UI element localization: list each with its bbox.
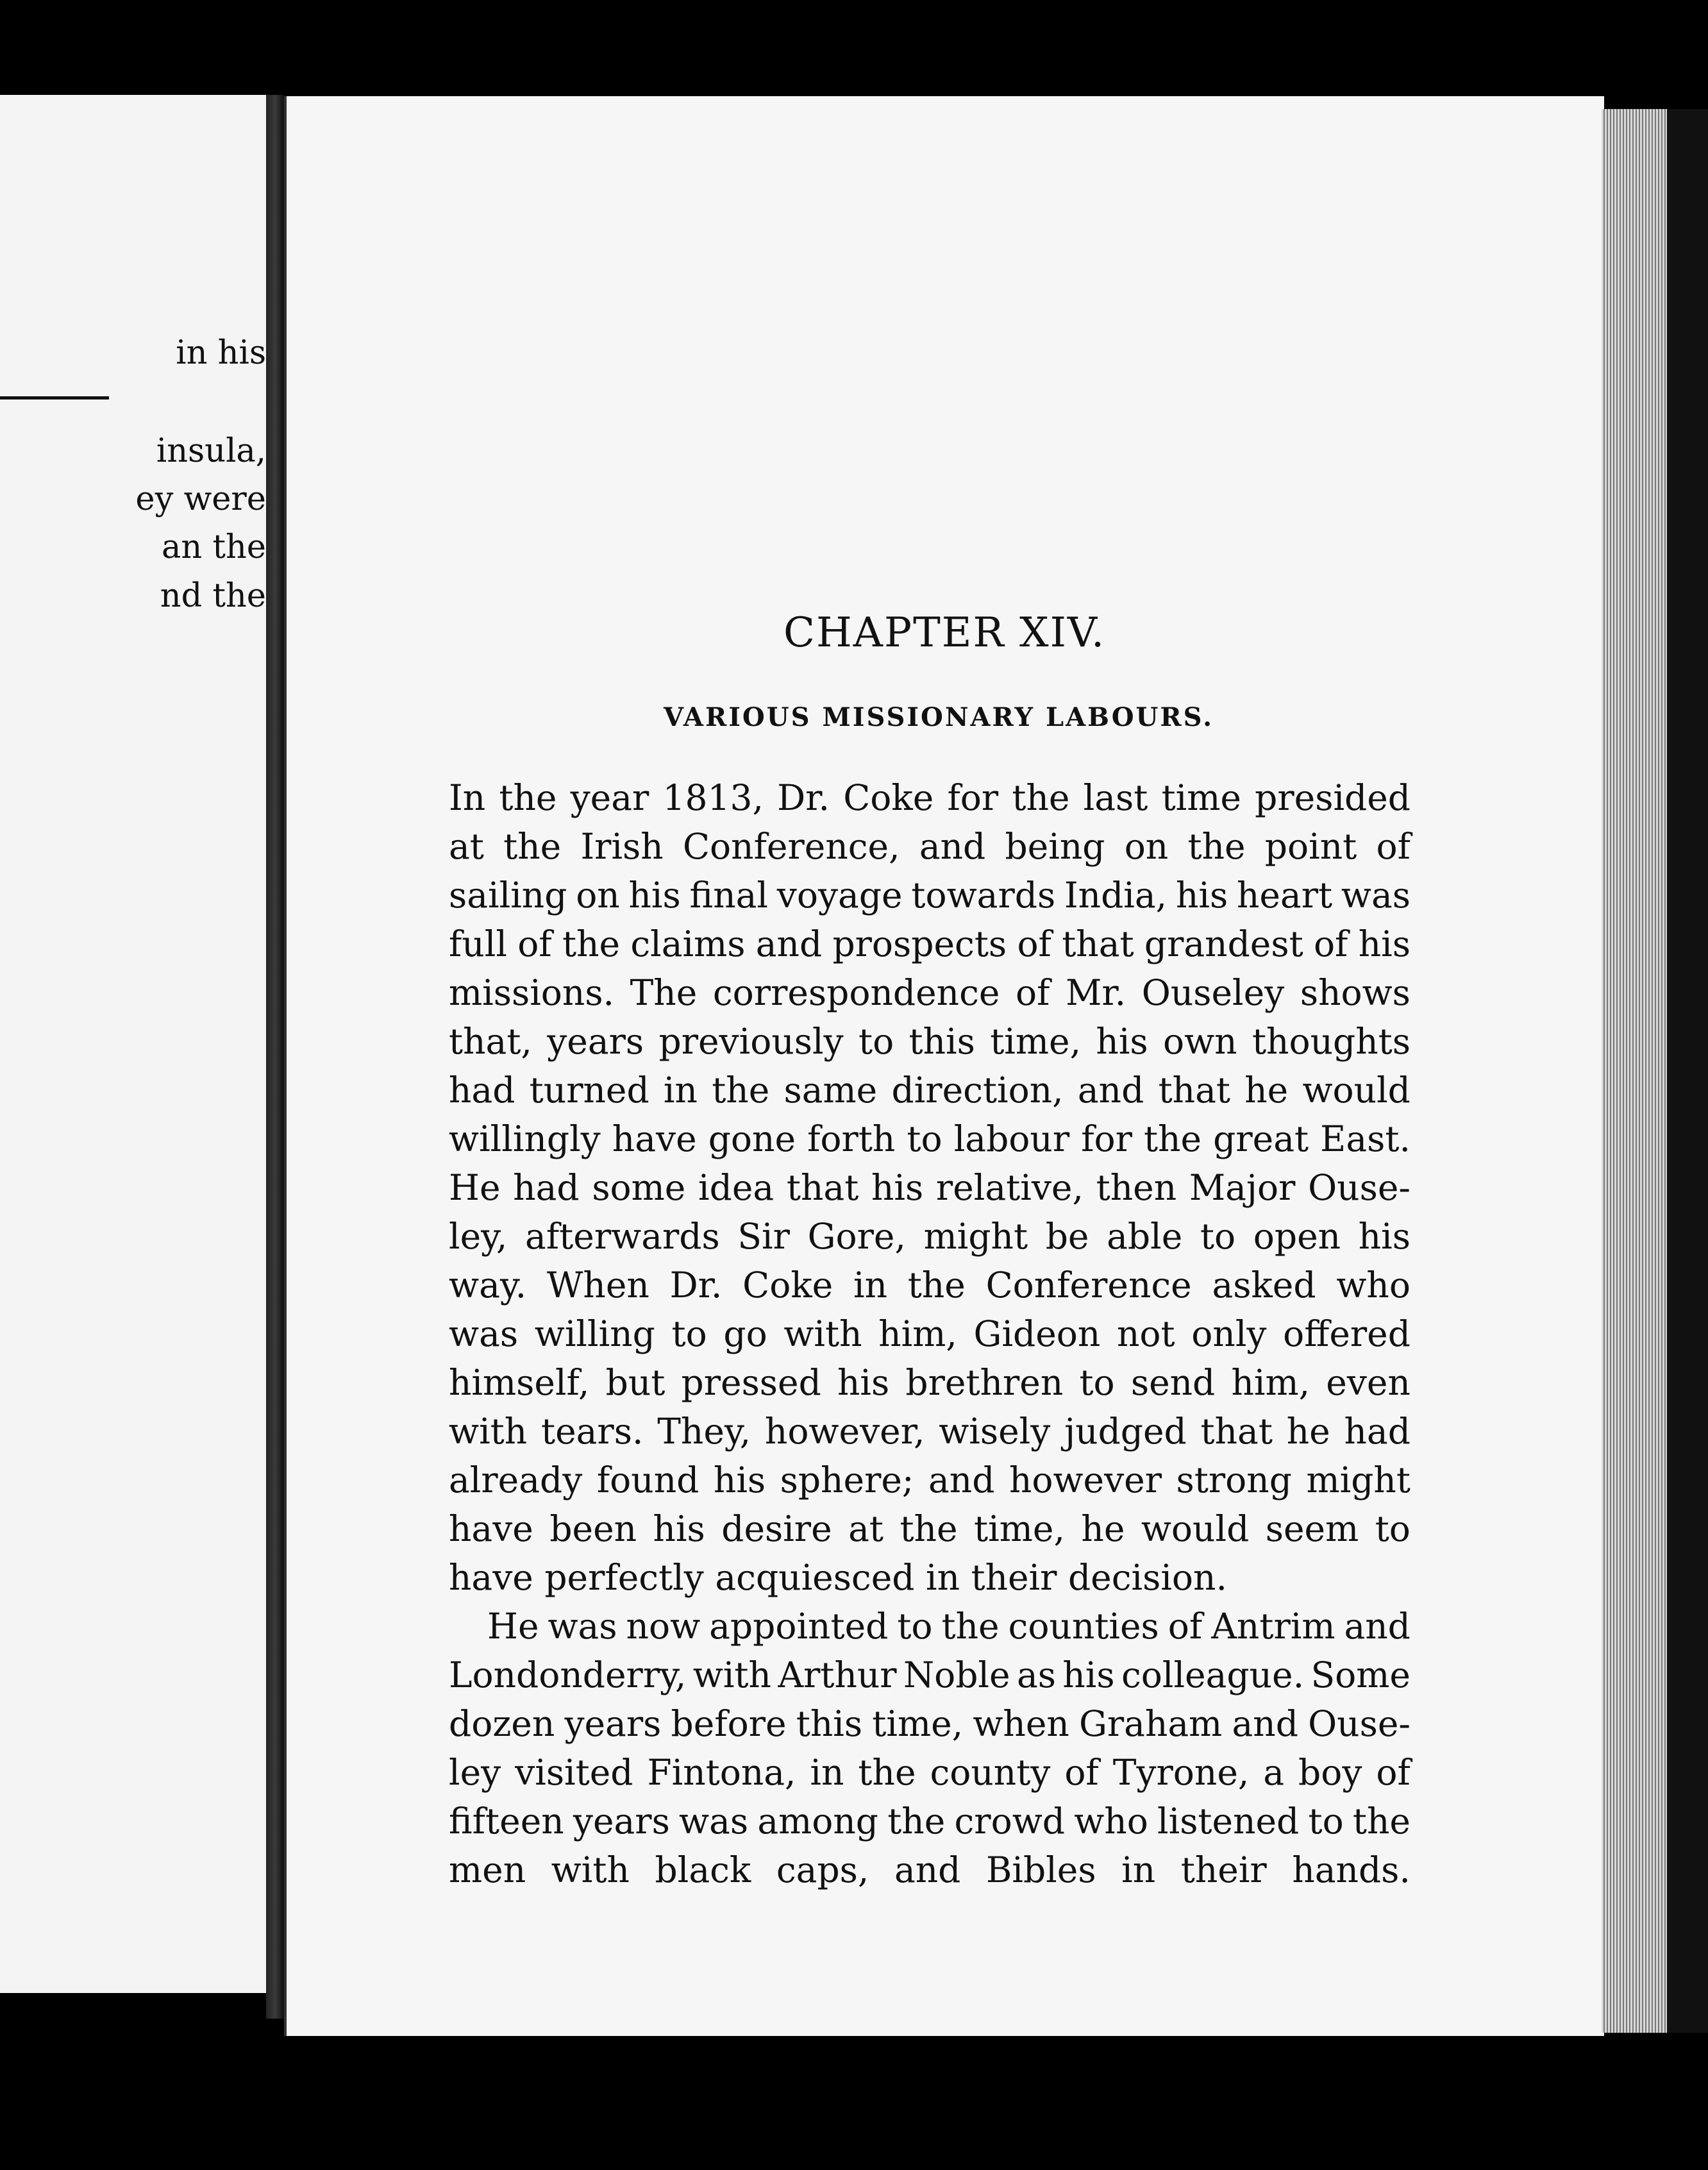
word: heart [1236,875,1333,916]
word: Conference [985,1265,1192,1306]
word: at [449,826,484,867]
word: of [1017,923,1051,964]
word: Antrim [1211,1606,1335,1647]
word: sailing [449,875,567,916]
word: crowd [954,1801,1065,1842]
page-edge-shadow [1667,109,1708,2033]
word: same [783,1070,878,1111]
word: open [1253,1216,1341,1257]
text-line [449,1501,1411,1549]
word: have [612,1118,697,1159]
word: hands. [1292,1849,1411,1890]
word: would [1302,1070,1411,1111]
word: Dr. [777,777,830,818]
word: judged [1064,1411,1187,1452]
word: seem [1265,1508,1359,1549]
word: 1813, [662,777,764,818]
word: idea [698,1167,774,1208]
word: full [449,923,507,964]
word: Mr. [1066,972,1126,1013]
word: strong [1176,1459,1292,1501]
word: the [858,1752,916,1793]
left-page-line: an the [162,528,266,566]
word: his [628,875,681,916]
word: Noble [903,1654,1010,1695]
paragraph-2 [449,1598,1411,1890]
word: the [1012,777,1070,818]
word: to [1375,1508,1411,1549]
word: with [449,1411,528,1452]
word: to [671,1313,707,1354]
word: labour [953,1118,1070,1159]
word: Londonderry, [449,1654,687,1695]
word: among [757,1801,878,1842]
word: go [723,1313,767,1354]
text-line [449,1111,1411,1159]
word: Gideon [973,1313,1101,1354]
word: for [1081,1118,1132,1159]
word: of [1016,972,1050,1013]
word: wisely [939,1411,1051,1452]
text-line [449,1062,1411,1111]
word: and [919,826,986,867]
word: at [848,1508,884,1549]
word: in [1121,1849,1156,1890]
word: the [887,1801,946,1842]
word: of [517,923,552,964]
word: in [663,1070,698,1111]
word: East. [1320,1118,1411,1159]
word: only [1191,1313,1267,1354]
word: Coke [742,1265,833,1306]
left-page-line: ey were [135,480,266,518]
word: Conference, [682,826,900,867]
word: grandest [1144,923,1303,964]
text-line [449,1695,1411,1744]
word: decision. [1068,1557,1227,1598]
word: being [1005,826,1105,867]
word: already [449,1459,583,1501]
word: his [1175,875,1228,916]
word: as [1016,1654,1056,1695]
word: on [576,875,620,916]
word: be [1045,1216,1089,1257]
word: but [605,1362,666,1403]
word: turned [529,1070,649,1111]
word: had [449,1070,515,1111]
left-page-rule [0,396,109,400]
word: that [1062,923,1134,964]
word: that [1158,1070,1230,1111]
word: visited [515,1752,633,1793]
text-line [449,1403,1411,1452]
word: In [449,777,486,818]
word: of [1064,1752,1099,1793]
text-line [449,1257,1411,1306]
word: of [1168,1606,1203,1647]
word: this [796,1703,863,1744]
word: Tyrone, [1112,1752,1250,1793]
word: of [1313,923,1348,964]
word: forth [807,1118,896,1159]
word: listened [1157,1801,1300,1842]
word: appointed [709,1606,889,1647]
word: his [1096,1021,1148,1062]
word: he [1081,1508,1125,1549]
word: might [923,1216,1028,1257]
word: the [1187,826,1246,867]
word: in [853,1265,887,1306]
word: that [1200,1411,1273,1452]
word: ley, [449,1216,508,1257]
word: Gore, [807,1216,906,1257]
word: their [1180,1849,1267,1890]
word: They, [657,1411,751,1452]
word: own [1162,1021,1237,1062]
text-line [449,1647,1411,1695]
word: for [947,777,999,818]
word: Arthur [778,1654,897,1695]
word: Ouse- [1308,1167,1411,1208]
text-line [449,1744,1411,1793]
text-line [449,1013,1411,1062]
word: He [487,1606,539,1647]
text-line [449,1354,1411,1403]
word: to [907,1118,942,1159]
word: towards [911,875,1056,916]
word: perfectly [544,1557,716,1598]
word: of [1376,1752,1411,1793]
word: in [925,1557,971,1598]
word: even [1326,1362,1411,1403]
word: with [783,1313,862,1354]
left-page [0,95,270,1993]
text-line [449,964,1411,1013]
word: way. [449,1265,527,1306]
word: who [1074,1801,1148,1842]
left-page-line: nd the [160,577,266,615]
word: when [973,1703,1069,1744]
word: When [546,1265,649,1306]
word: point [1264,826,1357,867]
word: thoughts [1252,1021,1411,1062]
word: to [1079,1362,1115,1403]
word: asked [1212,1265,1316,1306]
text-line [449,1306,1411,1354]
word: Sir [737,1216,790,1257]
word: direction, [891,1070,1064,1111]
word: was [449,1313,519,1354]
word: the [499,777,557,818]
text-line [449,867,1411,916]
word: his [1358,1216,1411,1257]
word: and [894,1849,961,1890]
left-page-line: insula, [156,432,266,470]
word: men [449,1849,526,1890]
chapter-subtitle: VARIOUS MISSIONARY LABOURS. [664,702,1214,732]
chapter-title: CHAPTER XIV. [783,609,1106,657]
book-spine [266,95,284,2019]
word: was [679,1801,749,1842]
word: missions. [449,972,615,1013]
word: some [592,1167,686,1208]
word: and [1232,1703,1298,1744]
word: final [689,875,769,916]
word: Irish [580,826,664,867]
word: send [1130,1362,1216,1403]
word: him, [878,1313,957,1354]
word: was [548,1606,617,1647]
word: fifteen [449,1801,564,1842]
text-line [449,1842,1411,1890]
word: years [573,1801,670,1842]
word: to [897,1606,933,1647]
word: He [449,1167,501,1208]
word: with [551,1849,630,1890]
text-line [449,916,1411,964]
word: now [626,1606,701,1647]
word: brethren [905,1362,1064,1403]
word: willingly [449,1118,601,1159]
word: and [755,923,823,964]
word: that, [449,1021,532,1062]
word: relative, [935,1167,1084,1208]
word: then [1096,1167,1177,1208]
word: to [1308,1801,1344,1842]
word: his [1062,1654,1115,1695]
word: would [1141,1508,1250,1549]
word: to [858,1021,894,1062]
word: who [1336,1265,1411,1306]
word: before [671,1703,787,1744]
word: offered [1283,1313,1411,1354]
word: correspondence [712,972,1000,1013]
word: the [1352,1801,1411,1842]
word: time, [974,1508,1065,1549]
word: with [692,1654,771,1695]
word: his [837,1362,890,1403]
word: Major [1189,1167,1296,1208]
word: The [630,972,698,1013]
word: to [1200,1216,1236,1257]
word: the [503,826,562,867]
word: his [871,1167,924,1208]
word: year [570,777,649,818]
word: colleague. [1121,1654,1305,1695]
word: was [1341,875,1411,916]
text-line [449,1598,1411,1647]
word: he [1244,1070,1289,1111]
word: Dr. [669,1265,723,1306]
word: however, [764,1411,925,1452]
body-text [449,770,1411,1890]
word: the [1144,1118,1202,1159]
word: that [786,1167,859,1208]
word: black [655,1849,751,1890]
word: their [971,1557,1068,1598]
word: and [1077,1070,1144,1111]
word: Bibles [985,1849,1096,1890]
word: Fintona, [647,1752,796,1793]
word: might [1306,1459,1411,1501]
word: in [810,1752,844,1793]
word: and [928,1459,995,1501]
word: county [930,1752,1051,1793]
word: the [562,923,621,964]
word: had [513,1167,580,1208]
word: the [907,1265,966,1306]
word: have [449,1508,533,1549]
text-line [449,1793,1411,1842]
word: this [908,1021,975,1062]
word: a [1263,1752,1285,1793]
word: voyage [776,875,903,916]
word: tears. [540,1411,644,1452]
word: shows [1300,972,1411,1013]
word: had [1344,1411,1411,1452]
word: years [547,1021,644,1062]
word: Ouse- [1308,1703,1411,1744]
word: he [1286,1411,1330,1452]
word: Some [1310,1654,1411,1695]
word: acquiesced [715,1557,926,1598]
word: pressed [681,1362,821,1403]
word: ley [449,1752,501,1793]
word: himself, [449,1362,590,1403]
word: years [564,1703,662,1744]
word: the [900,1508,958,1549]
word: his [713,1459,766,1501]
word: and [1344,1606,1411,1647]
word: been [549,1508,637,1549]
text-line [449,818,1411,867]
word: India, [1064,875,1168,916]
text-line [449,770,1411,818]
word: time, [872,1703,964,1744]
word: of [1376,826,1411,867]
left-page-line: in his [176,334,266,372]
word: caps, [776,1849,869,1890]
paragraph-1 [449,770,1411,1598]
word: last [1083,777,1148,818]
word: desire [721,1508,832,1549]
text-line [449,1549,1411,1598]
word: Ouseley [1141,972,1285,1013]
word: found [596,1459,699,1501]
word: claims [630,923,746,964]
text-line [449,1452,1411,1501]
word: previously [658,1021,844,1062]
word: on [1124,826,1169,867]
word: dozen [449,1703,555,1744]
word: gone [708,1118,796,1159]
word: the [712,1070,770,1111]
word: have [449,1557,545,1598]
text-line [449,1159,1411,1208]
word: the [941,1606,1000,1647]
word: willing [534,1313,655,1354]
word: Graham [1078,1703,1223,1744]
word: not [1117,1313,1175,1354]
word: him, [1231,1362,1310,1403]
word: boy [1298,1752,1362,1793]
word: time [1161,777,1241,818]
word: able [1107,1216,1183,1257]
word: counties [1008,1606,1159,1647]
word: time, [990,1021,1082,1062]
word: sphere; [780,1459,914,1501]
word: afterwards [525,1216,720,1257]
word: prospects [832,923,1007,964]
word: great [1213,1118,1309,1159]
word: his [1358,923,1411,964]
word: however [1009,1459,1162,1501]
word: presided [1255,777,1411,818]
word: Coke [843,777,934,818]
word: his [653,1508,705,1549]
text-line [449,1208,1411,1257]
